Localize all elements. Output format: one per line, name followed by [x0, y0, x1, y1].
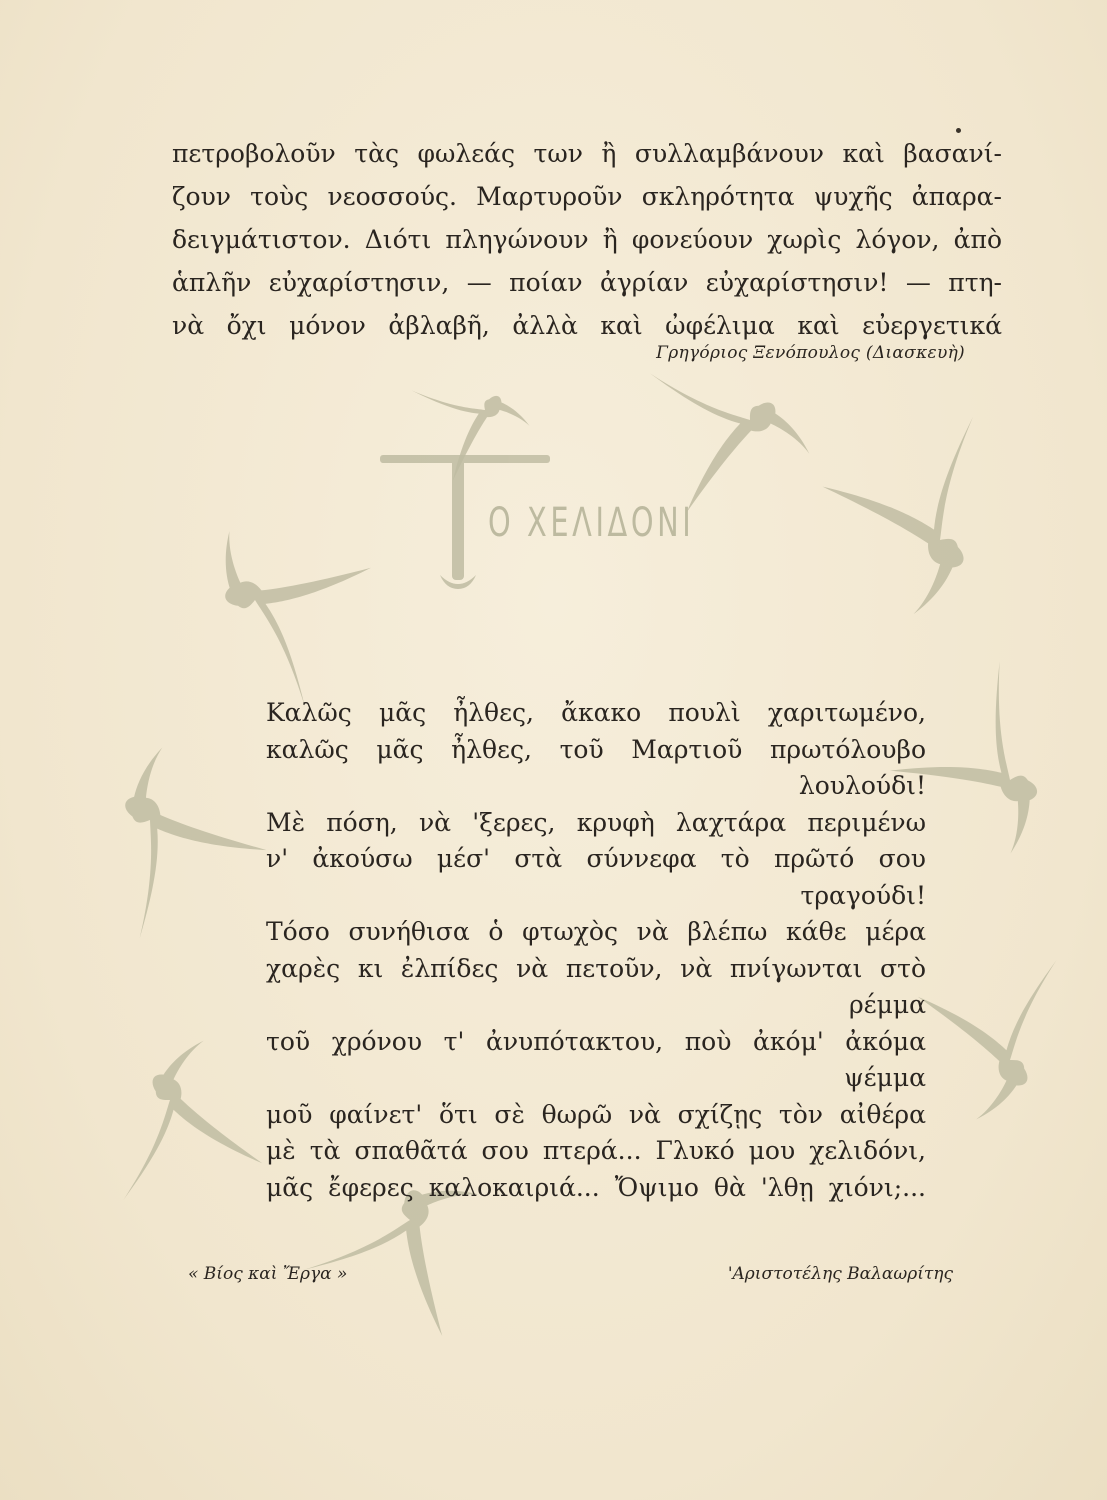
title-text: Ο ΧΕΛΙΔΟΝΙ — [488, 500, 695, 546]
poem-line: ψέμμα — [844, 1063, 926, 1092]
print-speck — [956, 128, 961, 133]
prose-paragraph — [172, 132, 1002, 347]
source-citation: « Βίος καὶ Ἔργα » — [188, 1264, 348, 1284]
poem-line: τραγούδι! — [800, 880, 926, 910]
poem-title — [488, 500, 694, 546]
poem-line: λουλούδι! — [798, 771, 926, 800]
swallow-icon — [918, 948, 1099, 1124]
poem-line: τοῦ χρόνου τ' ἀνυπότακτου, ποὺ ἀκόμ' ἀκόμα — [266, 1026, 926, 1056]
swallow-icon — [182, 518, 371, 713]
prose-attribution: Γρηγόριος Ξενόπουλος (Διασκευὴ) — [656, 343, 965, 363]
prose-line: νὰ ὄχι μόνον ἀβλαβῆ, ἀλλὰ καὶ ὠφέλιμα καὶ εὐεργετικά — [172, 311, 1002, 340]
poem-line: μοῦ φαίνετ' ὅτι σὲ θωρῶ νὰ σχίζῃς τὸν αἰθέρα — [266, 1099, 926, 1129]
poem-line: μᾶς ἔφερες καλοκαιριά... Ὄψιμο θὰ 'λθῃ χιόνι;... — [266, 1172, 926, 1202]
poem-line: Τόσο συνήθισα ὁ φτωχὸς νὰ βλέπω κάθε μέρα — [266, 917, 926, 946]
poem-line: Μὲ πόση, νὰ 'ξερες, κρυφὴ λαχτάρα περιμένω — [266, 807, 926, 837]
swallow-icon — [823, 404, 1044, 622]
prose-line: ζουν τοὺς νεοσσούς. Μαρτυροῦν σκληρότητα ψυχῆς ἀπαρα- — [172, 182, 1002, 211]
poem-line: καλῶς μᾶς ἦλθες, τοῦ Μαρτιοῦ πρωτόλουβο — [266, 734, 926, 764]
prose-line: ἁπλῆν εὐχαρίστησιν, — ποίαν ἀγρίαν εὐχαρίστησιν! — πτη- — [172, 268, 1002, 297]
swallow-icon — [82, 1036, 263, 1212]
poem-line: χαρὲς κι ἐλπίδες νὰ πετοῦν, νὰ πνίγωνται στὸ — [266, 953, 926, 983]
poem-line: Καλῶς μᾶς ἦλθες, ἄκακο πουλὶ χαριτωμένο, — [266, 698, 926, 727]
poem-line: ρέμμα — [848, 990, 926, 1019]
prose-line: δειγμάτιστον. Διότι πληγώνουν ἢ φονεύουν χωρὶς λόγον, ἀπὸ — [172, 225, 1002, 254]
poem-author: 'Αριστοτέλης Βαλαωρίτης — [727, 1264, 953, 1284]
swallow-icon — [55, 739, 267, 950]
poem-body — [266, 695, 926, 1206]
poem-line: μὲ τὰ σπαθᾶτά σου πτερά... Γλυκό μου χελιδόνι, — [266, 1136, 926, 1165]
prose-line: πετροβολοῦν τὰς φωλεάς των ἢ συλλαμβάνουν καὶ βασανί- — [172, 139, 1002, 168]
poem-line: ν' ἀκούσω μέσ' στὰ σύννεφα τὸ πρῶτό σου — [266, 844, 926, 873]
